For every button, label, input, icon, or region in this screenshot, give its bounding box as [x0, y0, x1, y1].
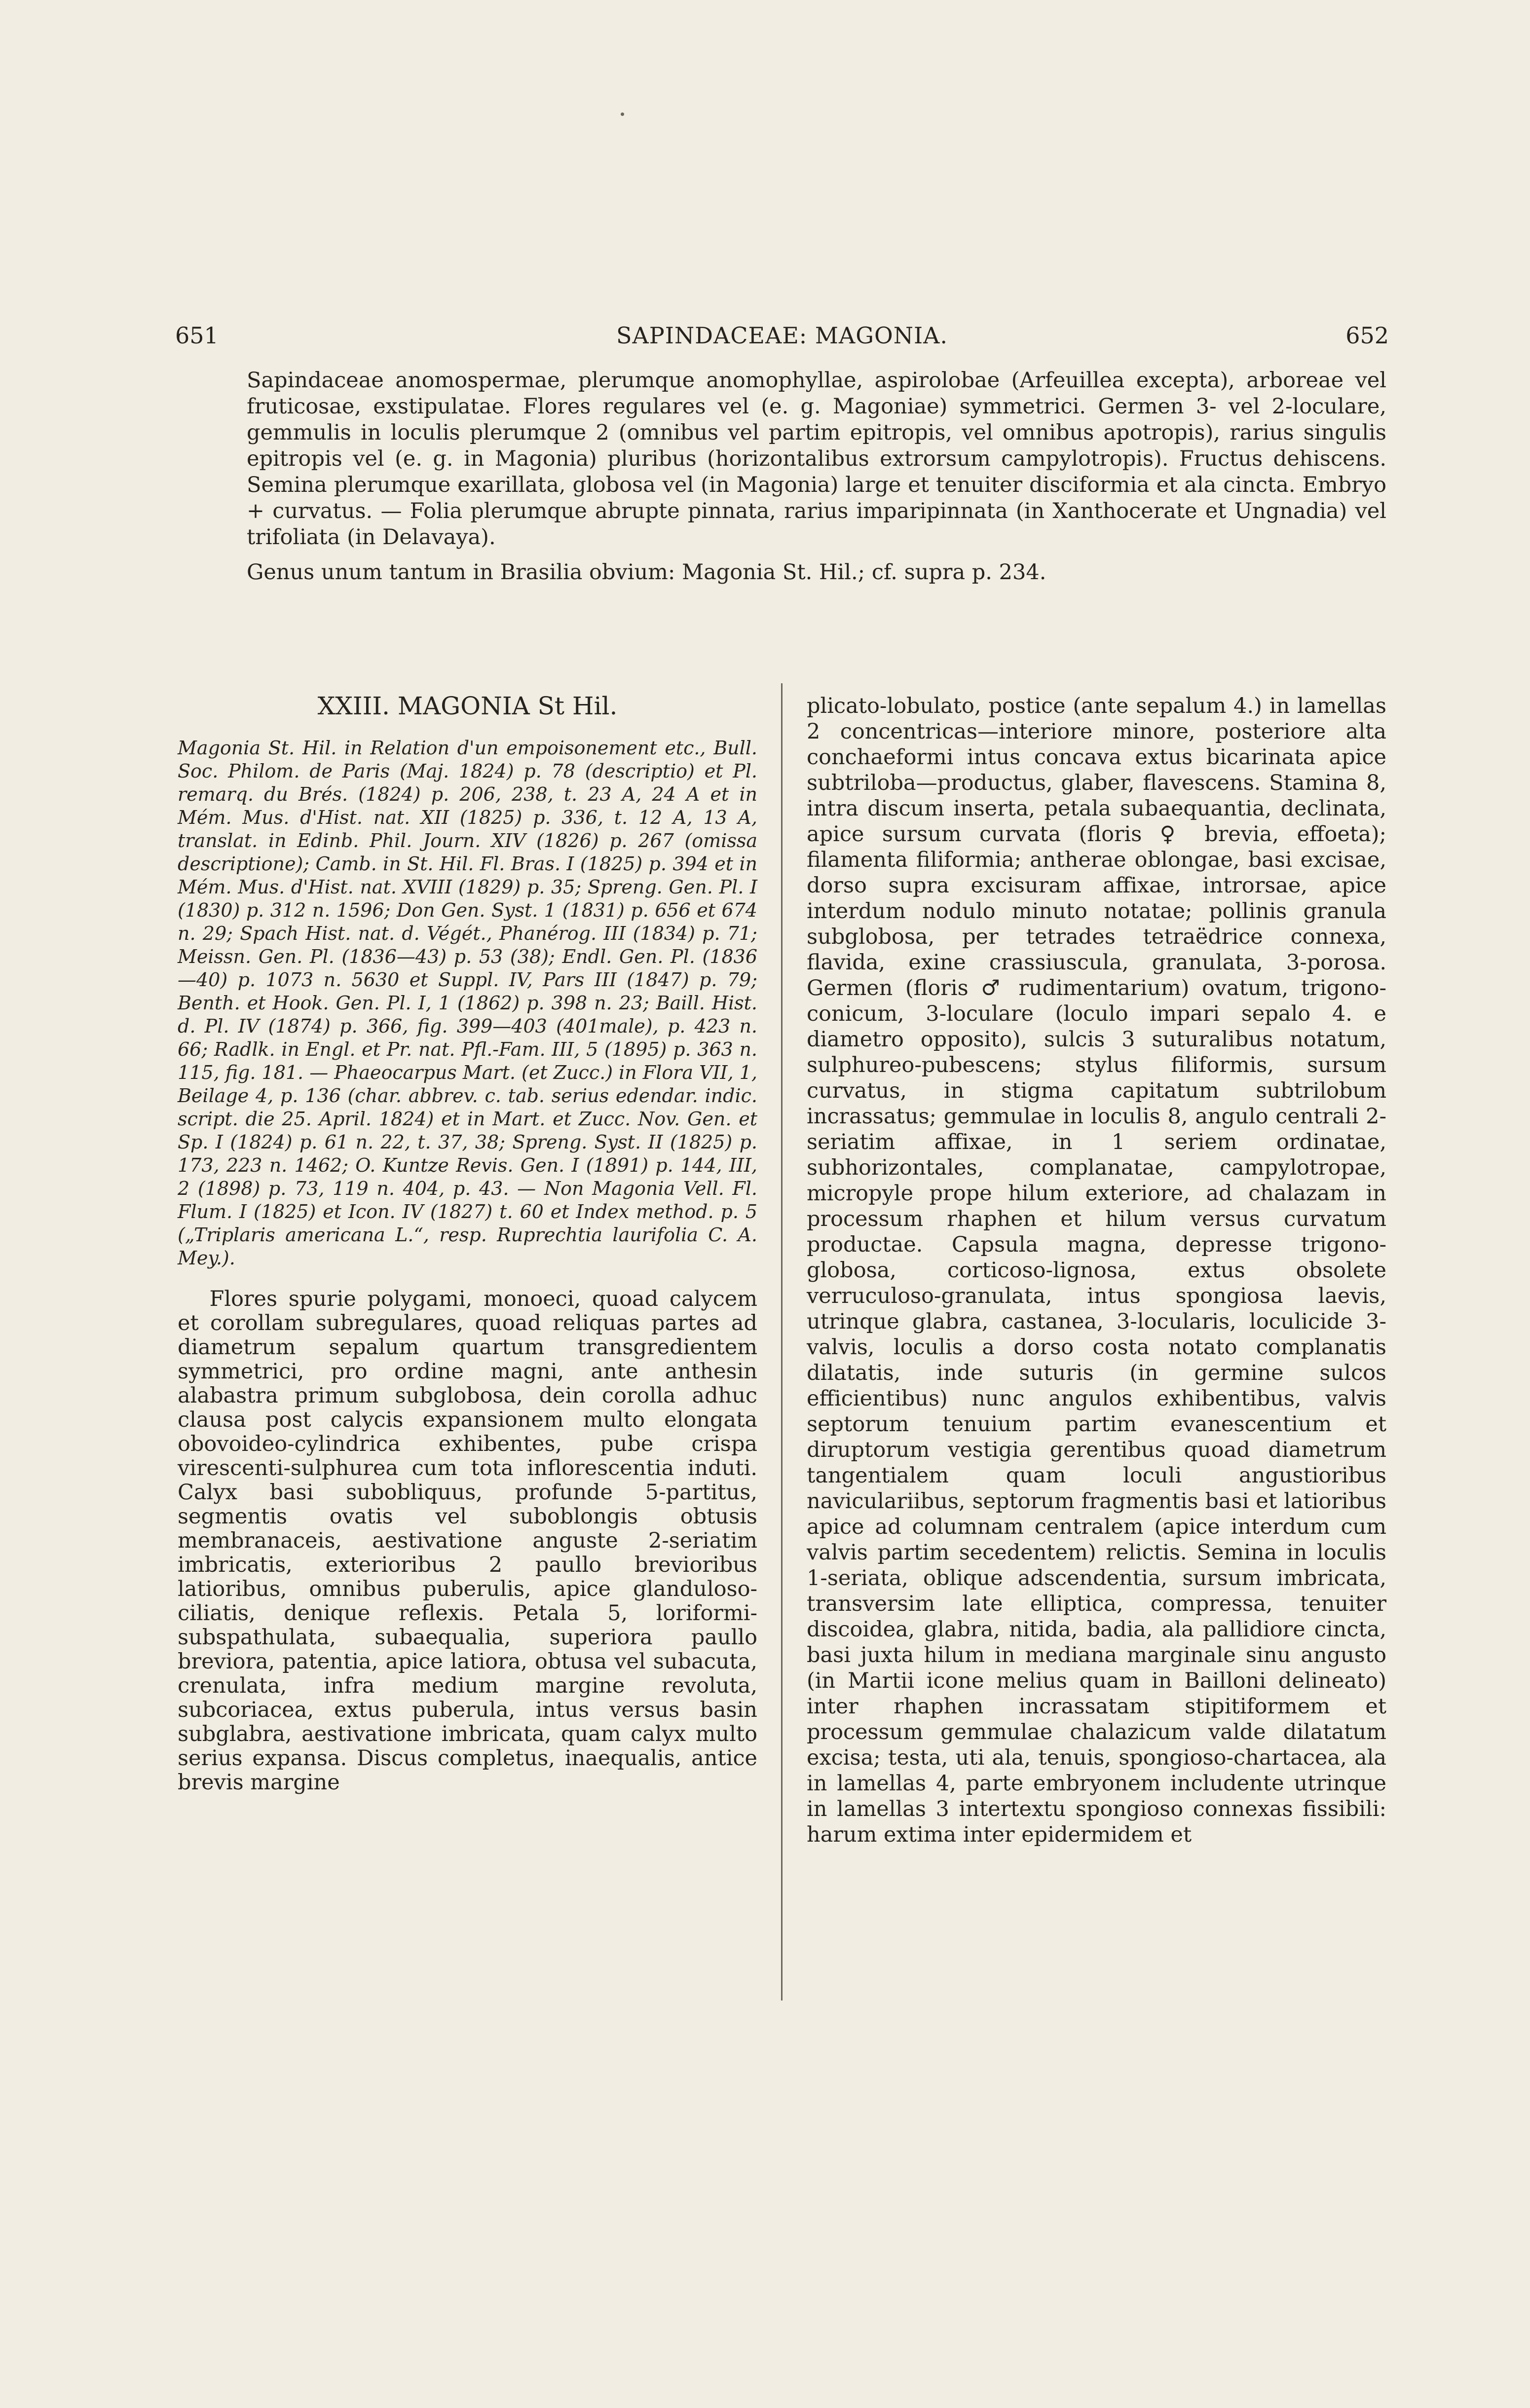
flower-description: Flores spurie polygami, monoeci, quoad calycem et corollam subregulares, quoad reliquas partes ad diametrum sepalum quartum transgredientem symmetrici, pro ordine magni, ante anthesin alabastra primum subglobosa, dein corolla adhuc clausa post calycis expansionem multo elongata obovoideo-cylindrica exhibentes, pube crispa virescenti-sulphurea cum tota inflorescentia induti. Calyx basi subobliquus, profunde 5-partitus, segmentis ovatis vel suboblongis obtusis membranaceis, aestivatione anguste 2-seriatim imbricatis, exterioribus 2 paullo brevioribus latioribus, omnibus puberulis, apice glanduloso-ciliatis, denique reflexis. Petala 5, loriformi-subspathulata, subaequalia, superiora paullo breviora, patentia, apice latiora, obtusa vel subacuta, crenulata, infra medium margine revoluta, subcoriacea, extus puberula, intus versus basin subglabra, aestivatione imbricata, quam calyx multo serius expansa. Discus completus, inaequalis, antice brevis margine	[178, 1287, 757, 1795]
page-number-left: 651	[175, 322, 219, 349]
description-continued: plicato-lobulato, postice (ante sepalum 4.) in lamellas 2 concentricas—interiore minore, posteriore alta conchaeformi intus concava extus bicarinata apice subtriloba—productus, glaber, flavescens. Stamina 8, intra discum inserta, petala subaequantia, declinata, apice sursum curvata (floris ♀ brevia, effoeta); filamenta filiformia; antherae oblongae, basi excisae, dorso supra excisuram affixae, introrsae, apice interdum nodulo minuto notatae; pollinis granula subglobosa, per tetrades tetraëdrice connexa, flavida, exine crassiuscula, granulata, 3-porosa. Germen (floris ♂ rudimentarium) ovatum, trigono-conicum, 3-loculare (loculo impari sepalo 4. e diametro opposito), sulcis 3 suturalibus notatum, sulphureo-pubescens; stylus filiformis, sursum curvatus, in stigma capitatum subtrilobum incrassatus; gemmulae in loculis 8, angulo centrali 2-seriatim affixae, in 1 seriem ordinatae, subhorizontales, complanatae, campylotropae, micropyle prope hilum exteriore, ad chalazam in processum rhaphen et hilum versus curvatum productae. Capsula magna, depresse trigono-globosa, corticoso-lignosa, extus obsolete verruculoso-granulata, intus spongiosa laevis, utrinque glabra, castanea, 3-locularis, loculicide 3-valvis, loculis a dorso costa notato complanatis dilatatis, inde suturis (in germine sulcos efficientibus) nunc angulos exhibentibus, valvis septorum tenuium partim evanescentium et diruptorum vestigia gerentibus quoad diametrum tangentialem quam loculi angustioribus naviculariibus, septorum fragmentis basi et latioribus apice ad columnam centralem (apice interdum cum valvis partim secedentem) relictis. Semina in loculis 1-seriata, oblique adscendentia, sursum imbricata, transversim late elliptica, compressa, tenuiter discoidea, glabra, nitida, badia, ala pallidiore cincta, basi juxta hilum in mediana marginale sinu angusto (in Martii icone melius quam in Bailloni delineato) inter rhaphen incrassatam stipitiformem et processum gemmulae chalazicum valde dilatatum excisa; testa, uti ala, tenuis, spongioso-chartacea, ala in lamellas 4, parte embryonem includente utrinque in lamellas 3 intertextu spongioso connexas fissibili: harum extima inter epidermidem et	[807, 694, 1386, 1847]
genus-bibliography: Magonia St. Hil. in Relation d'un empoisonement etc., Bull. Soc. Philom. de Paris (Maj. 1824) p. 78 (descriptio) et Pl. remarq. du Brés. (1824) p. 206, 238, t. 23 A, 24 A et in Mém. Mus. d'Hist. nat. XII (1825) p. 336, t. 12 A, 13 A, translat. in Edinb. Phil. Journ. XIV (1826) p. 267 (omissa descriptione); Camb. in St. Hil. Fl. Bras. I (1825) p. 394 et in Mém. Mus. d'Hist. nat. XVIII (1829) p. 35; Spreng. Gen. Pl. I (1830) p. 312 n. 1596; Don Gen. Syst. 1 (1831) p. 656 et 674 n. 29; Spach Hist. nat. d. Végét., Phanérog. III (1834) p. 71; Meissn. Gen. Pl. (1836—43) p. 53 (38); Endl. Gen. Pl. (1836—40) p. 1073 n. 5630 et Suppl. IV, Pars III (1847) p. 79; Benth. et Hook. Gen. Pl. I, 1 (1862) p. 398 n. 23; Baill. Hist. d. Pl. IV (1874) p. 366, fig. 399—403 (401male), p. 423 n. 66; Radlk. in Engl. et Pr. nat. Pfl.-Fam. III, 5 (1895) p. 363 n. 115, fig. 181. — Phaeocarpus Mart. (et Zucc.) in Flora VII, 1, Beilage 4, p. 136 (char. abbrev. c. tab. serius edendar. indic. script. die 25. April. 1824) et in Mart. et Zucc. Nov. Gen. et Sp. I (1824) p. 61 n. 22, t. 37, 38; Spreng. Syst. II (1825) p. 173, 223 n. 1462; O. Kuntze Revis. Gen. I (1891) p. 144, III, 2 (1898) p. 73, 119 n. 404, p. 43. — Non Magonia Vell. Fl. Flum. I (1825) et Icon. IV (1827) t. 60 et Index method. p. 5 („Triplaris americana L.“, resp. Ruprechtia laurifolia C. A. Mey.).	[178, 737, 757, 1269]
genus-title: XXIII. MAGONIA St Hil.	[317, 692, 618, 720]
genus-note: Genus unum tantum in Brasilia obvium: Magonia St. Hil.; cf. supra p. 234.	[247, 560, 1046, 585]
intro-paragraph: Sapindaceae anomospermae, plerumque anomophyllae, aspirolobae (Arfeuillea excepta), arboreae vel fruticosae, exstipulatae. Flores regulares vel (e. g. Magoniae) symmetrici. Germen 3- vel 2-loculare, gemmulis in loculis plerumque 2 (omnibus vel partim epitropis, vel omnibus apotropis), rarius singulis epitropis vel (e. g. in Magonia) pluribus (horizontalibus extrorsum campylotropis). Fructus dehiscens. Semina plerumque exarillata, globosa vel (in Magonia) large et tenuiter disciformia et ala cincta. Embryo + curvatus. — Folia plerumque abrupte pinnata, rarius imparipinnata (in Xanthocerate et Ungnadia) vel trifoliata (in Delavaya).	[247, 368, 1386, 550]
running-header	[175, 316, 1389, 355]
column-divider	[781, 683, 783, 2000]
running-title: SAPINDACEAE: MAGONIA.	[616, 322, 948, 349]
page-number-right: 652	[1345, 322, 1389, 349]
left-column	[178, 693, 757, 1795]
page-speck	[621, 112, 624, 116]
right-column	[807, 693, 1386, 1848]
family-intro	[247, 368, 1386, 586]
